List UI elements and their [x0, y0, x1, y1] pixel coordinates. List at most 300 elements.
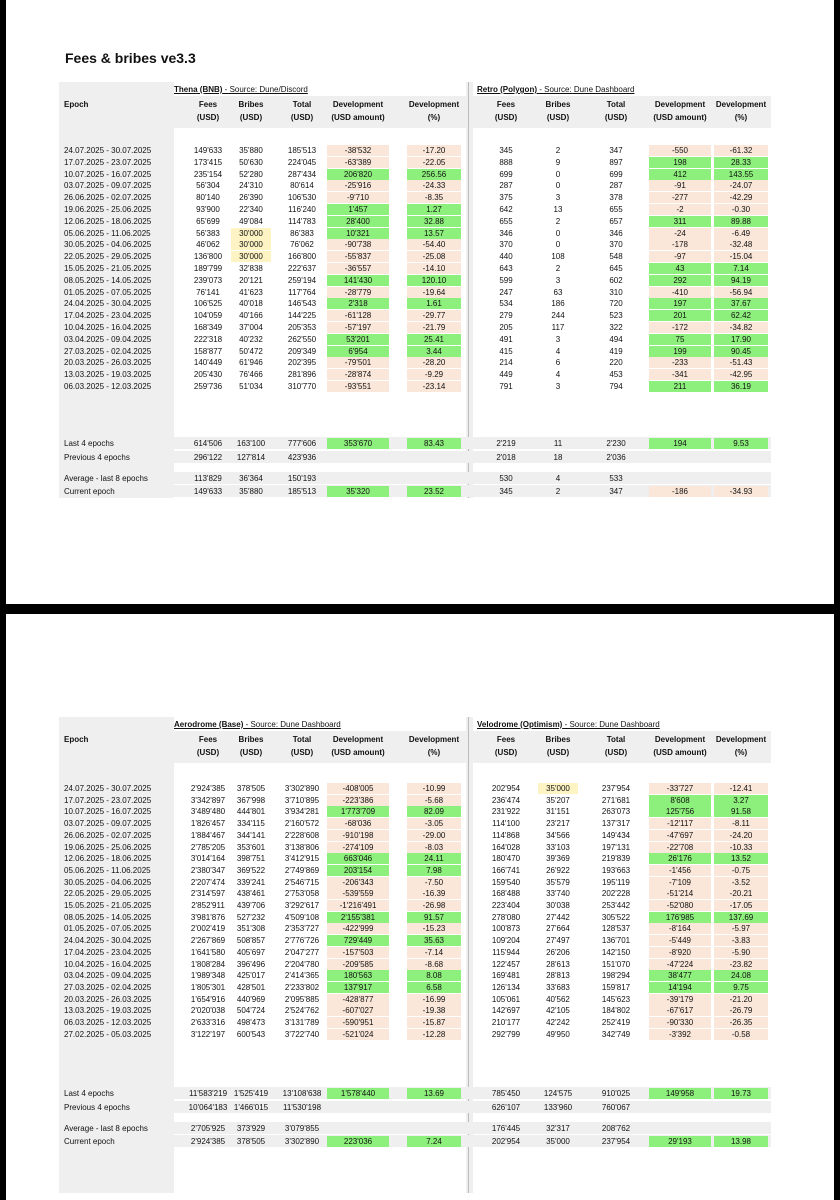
right-header-dev-amount-line2: (USD amount)	[653, 113, 707, 122]
right-cell-fees: 791	[499, 382, 513, 391]
right-header-bribes-line2: (USD)	[546, 113, 570, 122]
right-cell-dev-amount: 26'176	[649, 853, 711, 864]
left-cell-fees: 3'489'480	[190, 807, 226, 817]
left-cell-total: 117'764	[288, 287, 316, 297]
summary-label-last4: Last 4 epochs	[64, 1089, 114, 1098]
left-cell-dev-amount: -68'036	[327, 818, 389, 829]
right-cell-bribes: 27'497	[546, 936, 570, 946]
left-cell-bribes: 504'724	[236, 1006, 266, 1016]
right-cell-dev-amount: 412	[649, 169, 711, 180]
right-summary-prev4-dev-pct	[714, 1102, 768, 1113]
left-cell-dev-pct: -29.00	[407, 830, 461, 841]
left-cell-total: 202'395	[287, 358, 317, 368]
left-summary-avg8-fees: 113'829	[194, 474, 222, 484]
epoch-label: 13.03.2025 - 19.03.2025	[64, 370, 152, 380]
right-cell-total: 523	[609, 311, 623, 321]
epoch-label: 01.05.2025 - 07.05.2025	[64, 924, 152, 934]
left-cell-dev-pct: 1.61	[407, 298, 461, 309]
left-cell-bribes: 428'501	[236, 982, 266, 992]
left-cell-dev-pct: 256.56	[407, 169, 461, 180]
right-cell-fees: 278'080	[491, 912, 521, 922]
right-summary-prev4-fees: 626'107	[491, 1102, 521, 1112]
left-summary-last4-dev-amount: 353'670	[327, 438, 389, 449]
right-summary-last4-fees: 2'219	[496, 439, 516, 448]
left-cell-fees: 3'014'164	[190, 854, 226, 864]
left-cell-dev-amount: -157'503	[327, 947, 389, 958]
right-cell-fees: 655	[499, 216, 513, 226]
left-cell-dev-pct: 13.57	[407, 228, 461, 239]
right-cell-bribes: 3	[555, 334, 561, 344]
right-cell-bribes: 35'207	[546, 795, 570, 805]
left-cell-bribes: 49'084	[239, 216, 263, 226]
left-cell-total: 259'194	[287, 275, 317, 285]
left-cell-fees: 56'383	[196, 228, 220, 238]
right-cell-dev-pct: -20.21	[714, 888, 768, 899]
right-cell-total: 128'537	[601, 924, 631, 934]
right-cell-dev-pct: 90.45	[714, 346, 768, 357]
left-summary-prev4-fees: 10'064'183	[188, 1102, 228, 1112]
left-cell-dev-pct: -14.10	[407, 263, 461, 274]
right-summary-current-total: 347	[609, 487, 623, 497]
right-summary-avg8-dev-amount	[649, 473, 711, 484]
left-cell-bribes: 438'461	[236, 889, 266, 899]
right-cell-total: 219'839	[601, 854, 631, 864]
epoch-label: 27.02.2025 - 05.03.2025	[64, 1029, 152, 1039]
left-cell-dev-pct: -29.77	[407, 310, 461, 321]
left-cell-bribes: 398'751	[236, 854, 266, 864]
left-cell-total: 3'302'890	[284, 784, 320, 793]
right-cell-bribes: 28'813	[546, 971, 570, 981]
left-cell-total: 2'095'885	[284, 994, 320, 1004]
right-cell-total: 370	[609, 240, 623, 250]
right-cell-total: 202'228	[601, 889, 631, 899]
right-summary-current-dev-pct: -34.93	[714, 486, 768, 497]
left-cell-dev-amount: 663'046	[327, 853, 389, 864]
left-cell-dev-amount: -25'916	[327, 180, 389, 191]
left-summary-avg8-fees: 2'705'925	[190, 1124, 226, 1134]
left-cell-dev-pct: 35.63	[407, 935, 461, 946]
right-cell-fees: 114'100	[492, 819, 520, 829]
epoch-label: 13.03.2025 - 19.03.2025	[64, 1006, 152, 1016]
left-cell-dev-amount: -1'216'491	[327, 900, 389, 911]
left-cell-bribes: 527'232	[236, 912, 266, 922]
right-cell-fees: 236'474	[491, 795, 521, 805]
left-cell-bribes: 40'018	[239, 299, 263, 309]
left-cell-dev-amount: 2'318	[327, 298, 389, 309]
right-summary-prev4-dev-amount	[649, 1102, 711, 1113]
left-cell-bribes: 52'280	[239, 169, 263, 179]
left-cell-dev-amount: 10'321	[327, 228, 389, 239]
left-cell-bribes: 425'017	[236, 971, 266, 981]
right-cell-bribes: 39'369	[546, 854, 570, 864]
right-summary-avg8-total: 533	[609, 474, 623, 484]
right-cell-total: 655	[609, 205, 623, 214]
left-header-dev-amount-line1: Development	[332, 100, 384, 109]
left-cell-fees: 168'349	[193, 323, 223, 332]
left-cell-fees: 158'877	[193, 346, 223, 356]
left-cell-bribes: 24'310	[239, 181, 263, 191]
epoch-label: 22.05.2025 - 29.05.2025	[64, 889, 152, 899]
right-cell-fees: 159'540	[491, 877, 521, 887]
left-cell-dev-pct: -12.28	[407, 1029, 461, 1040]
right-cell-dev-pct: -0.75	[714, 865, 768, 876]
left-summary-prev4-dev-amount	[327, 1102, 389, 1113]
right-cell-bribes: 33'103	[546, 842, 570, 852]
left-cell-bribes: 40'166	[239, 311, 263, 321]
right-cell-bribes: 3	[555, 193, 561, 203]
left-cell-total: 2'546'715	[284, 877, 320, 887]
right-header-bribes-line2: (USD)	[546, 748, 570, 757]
left-cell-dev-pct: 91.57	[407, 912, 461, 923]
right-summary-prev4-bribes: 18	[553, 452, 563, 462]
right-cell-bribes: 26'922	[546, 865, 570, 875]
left-cell-dev-amount: 729'449	[327, 935, 389, 946]
left-cell-fees: 104'059	[193, 311, 223, 321]
right-cell-bribes: 27'442	[546, 912, 570, 922]
left-summary-avg8-dev-amount	[327, 473, 389, 484]
epoch-label: 10.07.2025 - 16.07.2025	[64, 807, 152, 817]
right-cell-bribes: 35'000	[538, 783, 578, 794]
right-cell-dev-amount: -178	[649, 239, 711, 250]
left-cell-bribes: 367'998	[236, 795, 266, 805]
epoch-label: 06.03.2025 - 12.03.2025	[64, 382, 152, 391]
right-cell-dev-amount: -90'330	[649, 1017, 711, 1028]
epoch-label: 26.06.2025 - 02.07.2025	[64, 830, 152, 840]
left-cell-bribes: 334'115	[237, 819, 265, 829]
left-cell-dev-pct: -28.20	[407, 357, 461, 368]
right-cell-total: 378	[609, 193, 623, 203]
right-cell-bribes: 26'206	[546, 947, 570, 957]
right-header-dev-amount-line1: Development	[654, 100, 706, 109]
left-summary-avg8-bribes: 373'929	[236, 1124, 266, 1134]
right-cell-fees: 202'954	[491, 784, 521, 793]
right-cell-bribes: 244	[551, 311, 565, 321]
left-cell-total: 2'353'727	[284, 924, 320, 934]
right-cell-dev-amount: 211	[649, 381, 711, 392]
left-cell-dev-pct: -24.33	[407, 180, 461, 191]
left-cell-dev-pct: -10.99	[407, 783, 461, 794]
right-cell-total: 645	[609, 264, 623, 273]
epoch-label: 03.07.2025 - 09.07.2025	[64, 181, 152, 191]
right-cell-dev-amount: -233	[649, 357, 711, 368]
left-header-total-line1: Total	[292, 100, 312, 109]
left-cell-fees: 222'318	[193, 334, 223, 344]
right-summary-avg8-dev-amount	[649, 1123, 711, 1134]
left-header-total-line2: (USD)	[290, 113, 314, 122]
column-gap-band	[169, 82, 174, 498]
right-cell-bribes: 63	[553, 287, 563, 297]
left-header-bribes-line2: (USD)	[239, 113, 263, 122]
right-cell-dev-pct: 3.27	[714, 795, 768, 806]
right-summary-last4-bribes: 11	[553, 439, 563, 448]
right-cell-dev-amount: -277	[649, 192, 711, 203]
right-summary-prev4-dev-amount	[649, 452, 711, 463]
right-cell-dev-amount: -91	[649, 180, 711, 191]
right-protocol-name: Retro (Polygon)	[477, 85, 537, 94]
left-cell-dev-pct: 8.08	[407, 970, 461, 981]
left-cell-dev-pct: 1.27	[407, 204, 461, 215]
right-cell-total: 494	[609, 334, 623, 344]
left-cell-fees: 140'449	[193, 358, 223, 368]
right-summary-prev4-fees: 2'018	[496, 452, 516, 462]
left-cell-fees: 2'020'038	[190, 1006, 226, 1016]
right-summary-last4-bribes: 124'575	[543, 1089, 573, 1098]
right-header-total-line2: (USD)	[604, 748, 628, 757]
right-cell-dev-pct: -5.97	[714, 923, 768, 934]
right-cell-dev-pct: -0.30	[714, 204, 768, 215]
right-cell-fees: 279	[499, 311, 513, 321]
right-cell-dev-pct: -8.11	[714, 818, 768, 829]
corner-band	[59, 82, 169, 96]
summary-label-prev4: Previous 4 epochs	[64, 452, 130, 462]
left-summary-current-dev-amount: 35'320	[327, 486, 389, 497]
right-cell-fees: 491	[499, 334, 513, 344]
left-cell-total: 3'412'915	[284, 854, 320, 864]
right-cell-bribes: 0	[555, 169, 561, 179]
right-cell-fees: 346	[499, 228, 513, 238]
epoch-label: 06.03.2025 - 12.03.2025	[64, 1018, 152, 1027]
right-cell-total: 720	[609, 299, 623, 309]
left-cell-fees: 173'415	[193, 157, 223, 167]
corner-band	[59, 717, 169, 731]
right-summary-current-dev-pct: 13.98	[714, 1136, 768, 1147]
left-protocol-name: Thena (BNB)	[174, 85, 223, 94]
right-cell-dev-pct: 13.52	[714, 853, 768, 864]
right-cell-dev-pct: -56.94	[714, 287, 768, 298]
right-cell-total: 149'434	[601, 830, 631, 840]
right-cell-bribes: 3	[555, 275, 561, 285]
right-cell-fees: 169'481	[491, 971, 521, 981]
left-header-total-line2: (USD)	[290, 748, 314, 757]
left-cell-dev-amount: -521'024	[327, 1029, 389, 1040]
right-cell-dev-amount: -550	[649, 145, 711, 156]
left-cell-dev-pct: -9.29	[407, 369, 461, 380]
left-summary-prev4-dev-amount	[327, 452, 389, 463]
left-cell-total: 116'240	[288, 205, 316, 214]
epoch-label: 05.06.2025 - 11.06.2025	[64, 228, 151, 238]
left-cell-dev-amount: -428'877	[327, 994, 389, 1005]
right-cell-dev-amount: -51'214	[649, 888, 711, 899]
right-cell-dev-amount: 292	[649, 275, 711, 286]
right-cell-fees: 105'061	[491, 994, 521, 1004]
right-summary-last4-total: 2'230	[606, 439, 626, 448]
left-cell-dev-amount: -36'557	[327, 263, 389, 274]
left-cell-dev-pct: -7.14	[407, 947, 461, 958]
right-cell-bribes: 49'950	[546, 1029, 570, 1039]
right-summary-avg8-dev-pct	[714, 1123, 768, 1134]
left-cell-total: 185'513	[287, 146, 317, 155]
left-cell-fees: 1'641'580	[190, 947, 226, 957]
left-summary-last4-dev-pct: 83.43	[407, 438, 461, 449]
right-cell-total: 263'073	[601, 807, 631, 817]
left-cell-dev-amount: 180'563	[327, 970, 389, 981]
left-cell-dev-amount: 6'954	[327, 346, 389, 357]
left-cell-fees: 2'002'419	[190, 924, 226, 934]
right-protocol-source: - Source: Dune Dashboard	[562, 720, 660, 729]
left-cell-dev-pct: -5.68	[407, 795, 461, 806]
left-summary-prev4-fees: 296'122	[193, 452, 223, 462]
left-header-fees-line1: Fees	[198, 735, 218, 744]
right-cell-total: 142'150	[601, 947, 631, 957]
right-summary-current-fees: 345	[499, 487, 513, 497]
left-cell-dev-amount: 203'154	[327, 865, 389, 876]
epoch-label: 05.06.2025 - 11.06.2025	[64, 865, 151, 875]
epoch-label: 22.05.2025 - 29.05.2025	[64, 252, 152, 262]
left-summary-current-bribes: 378'505	[236, 1136, 266, 1146]
left-header-bribes-line1: Bribes	[238, 735, 264, 744]
left-cell-total: 2'753'058	[284, 889, 320, 899]
left-cell-dev-amount: -63'389	[327, 157, 389, 168]
left-cell-dev-amount: -206'343	[327, 877, 389, 888]
left-cell-total: 2'524'762	[284, 1006, 320, 1016]
left-cell-fees: 1'884'467	[190, 830, 226, 840]
left-cell-total: 166'800	[287, 252, 317, 262]
right-cell-dev-pct: -17.05	[714, 900, 768, 911]
left-cell-total: 3'131'789	[284, 1018, 320, 1027]
left-header-dev-amount-line2: (USD amount)	[331, 113, 385, 122]
left-cell-dev-amount: -93'551	[327, 381, 389, 392]
block-separator	[468, 82, 469, 498]
right-cell-dev-amount: 38'477	[649, 970, 711, 981]
right-cell-bribes: 42'242	[546, 1018, 570, 1027]
right-cell-fees: 534	[499, 299, 513, 309]
right-cell-fees: 599	[499, 275, 513, 285]
right-summary-prev4-bribes: 133'960	[543, 1102, 573, 1112]
right-cell-dev-amount: 14'194	[649, 982, 711, 993]
right-cell-dev-amount: -8'920	[649, 947, 711, 958]
right-cell-fees: 415	[499, 346, 513, 356]
right-cell-dev-pct: -51.43	[714, 357, 768, 368]
right-cell-total: 198'294	[601, 971, 631, 981]
left-summary-last4-fees: 614'506	[193, 439, 223, 448]
left-cell-total: 146'543	[287, 299, 317, 309]
left-summary-current-total: 185'513	[287, 487, 317, 497]
right-cell-dev-pct: 137.69	[714, 912, 768, 923]
left-header-total-line1: Total	[292, 735, 312, 744]
epoch-label: 03.07.2025 - 09.07.2025	[64, 819, 152, 829]
right-cell-fees: 449	[499, 370, 513, 380]
left-cell-dev-amount: -28'874	[327, 369, 389, 380]
right-cell-dev-amount: -39'179	[649, 994, 711, 1005]
epoch-label: 12.06.2025 - 18.06.2025	[64, 216, 152, 226]
left-cell-bribes: 369'522	[236, 865, 266, 875]
left-cell-bribes: 439'706	[236, 901, 266, 910]
epoch-label: 10.07.2025 - 16.07.2025	[64, 169, 152, 179]
left-cell-total: 3'292'617	[284, 901, 320, 910]
left-cell-total: 310'770	[287, 382, 317, 391]
right-cell-fees: 126'134	[491, 982, 521, 992]
epoch-label: 24.04.2025 - 30.04.2025	[64, 936, 152, 946]
right-cell-bribes: 28'613	[546, 959, 570, 969]
epoch-label: 17.04.2025 - 23.04.2025	[64, 947, 152, 957]
left-cell-total: 2'204'780	[284, 959, 320, 969]
left-cell-dev-pct: 32.88	[407, 216, 461, 227]
right-cell-dev-amount: 43	[649, 263, 711, 274]
left-cell-fees: 1'808'284	[190, 959, 226, 969]
left-cell-dev-amount: -274'109	[327, 842, 389, 853]
left-cell-total: 2'160'572	[284, 819, 320, 829]
left-cell-bribes: 30'000	[231, 228, 271, 239]
right-header-dev-pct	[705, 733, 777, 759]
left-header-bribes-line1: Bribes	[238, 100, 264, 109]
right-cell-total: 897	[609, 157, 623, 167]
left-cell-dev-amount: -79'501	[327, 357, 389, 368]
summary-label-current: Current epoch	[64, 487, 115, 497]
epoch-label: 08.05.2025 - 14.05.2025	[64, 912, 152, 922]
right-summary-current-dev-amount: -186	[649, 486, 711, 497]
right-header-dev-pct	[705, 98, 777, 124]
left-cell-total: 205'353	[287, 323, 317, 332]
epoch-label: 19.06.2025 - 25.06.2025	[64, 842, 152, 852]
left-cell-dev-pct: -17.20	[407, 145, 461, 156]
left-cell-total: 80'614	[290, 181, 314, 191]
left-cell-total: 3'138'806	[284, 842, 320, 852]
epoch-label: 17.07.2025 - 23.07.2025	[64, 157, 152, 167]
right-cell-total: 794	[609, 382, 623, 391]
right-cell-dev-pct: -24.20	[714, 830, 768, 841]
right-cell-dev-pct: -21.20	[714, 994, 768, 1005]
right-cell-dev-amount: -7'109	[649, 877, 711, 888]
left-summary-last4-dev-amount: 1'578'440	[327, 1088, 389, 1099]
right-cell-bribes: 6	[555, 358, 561, 368]
right-cell-total: 305'522	[601, 912, 631, 922]
left-cell-dev-pct: -7.50	[407, 877, 461, 888]
left-cell-dev-amount: 137'917	[327, 982, 389, 993]
left-cell-fees: 93'900	[196, 205, 220, 214]
epoch-label: 03.04.2025 - 09.04.2025	[64, 971, 152, 981]
left-cell-bribes: 508'857	[236, 936, 266, 946]
left-summary-prev4-bribes: 1'466'015	[233, 1102, 269, 1112]
right-header-fees-line1: Fees	[496, 100, 516, 109]
right-summary-current-total: 237'954	[601, 1136, 631, 1146]
left-protocol-title	[174, 84, 308, 95]
right-cell-dev-pct: -34.82	[714, 322, 768, 333]
right-cell-bribes: 186	[551, 299, 565, 309]
right-protocol-title	[477, 84, 634, 95]
page-2	[6, 614, 834, 1200]
right-header-total-line2: (USD)	[604, 113, 628, 122]
right-cell-fees: 205	[499, 323, 513, 332]
right-cell-dev-pct: -0.58	[714, 1029, 768, 1040]
right-header-fees-line2: (USD)	[494, 748, 518, 757]
right-cell-dev-pct: -6.49	[714, 228, 768, 239]
left-cell-fees: 3'342'897	[190, 795, 226, 805]
right-header-dev-pct-line1: Development	[715, 735, 767, 744]
right-summary-avg8-dev-pct	[714, 473, 768, 484]
right-cell-dev-amount: -12'117	[649, 818, 711, 829]
epoch-label: 20.03.2025 - 26.03.2025	[64, 358, 152, 368]
right-cell-bribes: 31'151	[546, 807, 570, 817]
right-cell-bribes: 13	[553, 205, 563, 214]
right-summary-avg8-fees: 176'445	[491, 1124, 521, 1134]
left-cell-fees: 2'924'385	[190, 784, 226, 793]
left-cell-bribes: 41'623	[239, 287, 263, 297]
right-summary-last4-dev-amount: 149'958	[649, 1088, 711, 1099]
left-cell-bribes: 51'034	[239, 382, 263, 391]
right-summary-prev4-total: 2'036	[606, 452, 626, 462]
left-cell-bribes: 35'880	[239, 146, 263, 155]
left-summary-prev4-dev-pct	[407, 452, 461, 463]
right-summary-last4-dev-pct: 19.73	[714, 1088, 768, 1099]
left-cell-dev-amount: -209'585	[327, 959, 389, 970]
left-protocol-source: - Source: Dune/Discord	[222, 85, 308, 94]
right-cell-total: 151'070	[601, 959, 631, 969]
summary-label-avg8: Average - last 8 epochs	[64, 1124, 148, 1134]
right-cell-dev-pct: 36.19	[714, 381, 768, 392]
right-cell-bribes: 4	[555, 370, 561, 380]
left-cell-fees: 106'525	[193, 299, 223, 309]
left-header-fees-line2: (USD)	[196, 113, 220, 122]
